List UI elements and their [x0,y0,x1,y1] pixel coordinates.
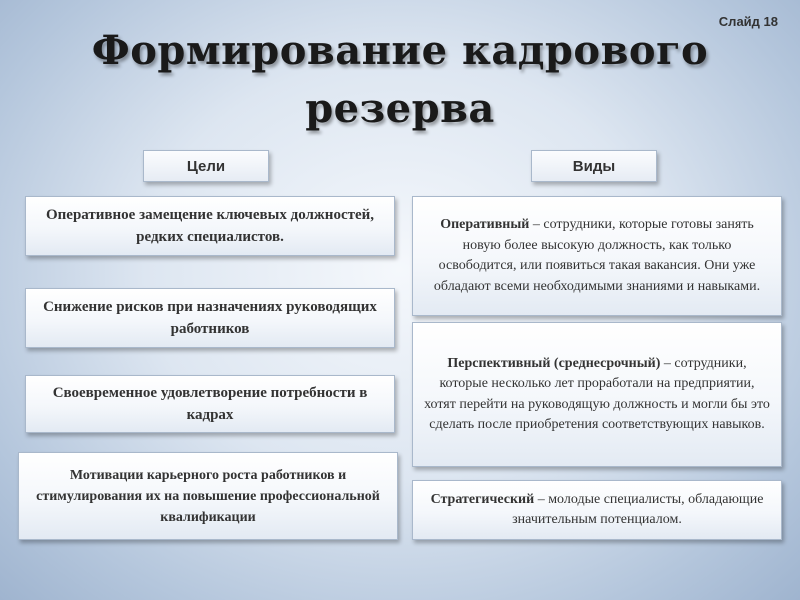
goal-item-text: Снижение рисков при назначениях руководящих работников [43,299,377,337]
type-item-strategic [412,480,782,540]
type-item-text [423,354,771,436]
type-item-operational [412,196,782,316]
slide-number: Слайд 18 [718,14,778,29]
type-item-description: – сотрудники, которые несколько лет проработали на предприятии, хотят перейти на руководящую должность и могли бы это сделать после приобретения соответствующих навыков. [424,355,770,432]
goal-item [25,375,395,433]
type-item-term: Стратегический [430,491,535,507]
slide-title-line-1: Формирование кадрового [91,27,709,74]
goal-item [25,196,395,256]
goal-item-text: Своевременное удовлетворение потребности в кадрах [52,385,368,423]
goal-item-text: Мотивации карьерного роста работников и стимулирования их на повышение профессиональной квалификации [36,467,380,525]
type-item-description: – молодые специалисты, обладающие значительным потенциалом. [512,491,764,527]
slide-title-line-2: резерва [305,85,495,132]
type-item-description: – сотрудники, которые готовы занять новую более высокую должность, как только освободится, или появиться такая вакансия. Они уже обладают всеми необходимыми знаниями и навыками. [433,217,761,294]
type-item-term: Перспективный (среднесрочный) [447,355,661,371]
slide-title [0,22,800,138]
types-header-label: Виды [572,157,616,175]
goals-header [143,150,269,182]
types-header [531,150,657,182]
goal-item [18,452,398,540]
type-item-prospective [412,322,782,467]
goal-item [25,288,395,348]
type-item-term: Оперативный [440,217,530,232]
goals-header-label: Цели [186,157,226,175]
type-item-text [423,490,771,531]
goal-item-text: Оперативное замещение ключевых должностей, редких специалистов. [45,207,375,245]
type-item-text [423,215,771,297]
